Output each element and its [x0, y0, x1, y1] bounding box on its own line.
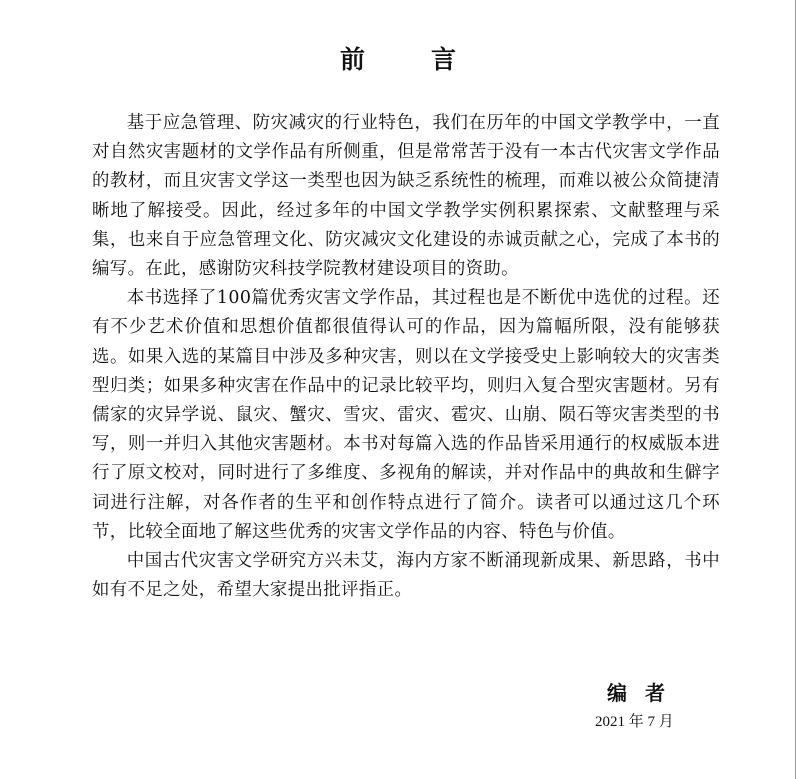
page-title: 前言 [339, 45, 522, 74]
publication-date: 2021 年 7 月 [595, 714, 674, 730]
paragraph-3: 中国古代灾害文学研究方兴未艾，海内方家不断涌现新成果、新思路，书中如有不足之处，希望大家提出批评指正。 [92, 551, 720, 601]
paragraph-1: 基于应急管理、防灾减灾的行业特色，我们在历年的中国文学教学中，一直对自然灾害题材的文学作品有所侧重，但是常常苦于没有一本古代灾害文学作品的教材，而且灾害文学这一类型也因为缺乏系统性的梳理，而难以被公众简捷清晰地了解接受。因此，经过多年的中国文学教学实例积累探索、文献整理与采集，也来自于应急管理文化、防灾减灾文化建设的赤诚贡献之心，完成了本书的编写。在此，感谢防灾科技学院教材建设项目的资助。 [92, 113, 720, 280]
preface-body [92, 109, 720, 605]
paragraph-2: 本书选择了100篇优秀灾害文学作品，其过程也是不断优中选优的过程。还有不少艺术价值和思想价值都很值得认可的作品，因为篇幅所限，没有能够获选。如果入选的某篇目中涉及多种灾害，则以在文学接受史上影响较大的灾害类型归类；如果多种灾害在作品中的记录比较平均，则归入复合型灾害题材。另有儒家的灾异学说、鼠灾、蟹灾、雪灾、雷灾、雹灾、山崩、陨石等灾害类型的书写，则一并归入其他灾害题材。本书对每篇入选的作品皆采用通行的权威版本进行了原文校对，同时进行了多维度、多视角的解读，并对作品中的典故和生僻字词进行注解，对各作者的生平和创作特点进行了简介。读者可以通过这几个环节，比较全面地了解这些优秀的灾害文学作品的内容、特色与价值。 [92, 288, 720, 542]
author-signature: 编者 [607, 681, 683, 705]
